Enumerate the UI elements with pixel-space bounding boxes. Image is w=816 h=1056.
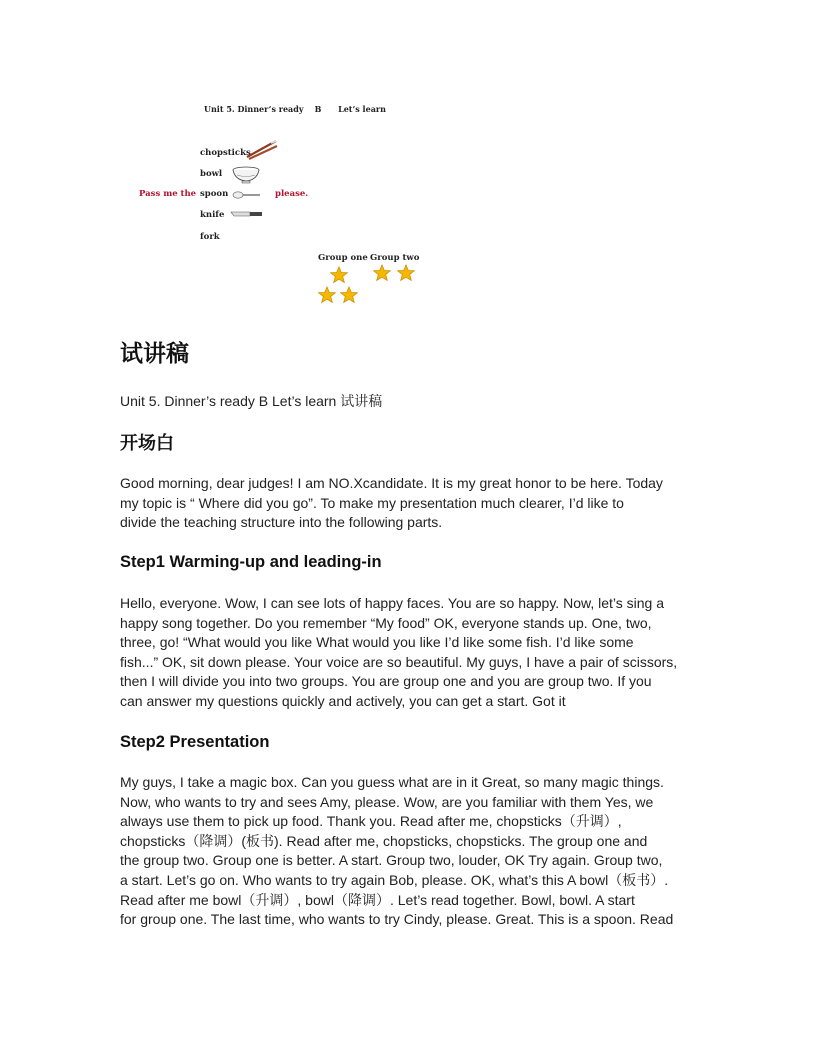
opening-paragraph (120, 474, 710, 533)
paragraph-line: for group one. The last time, who wants to try Cindy, please. Great. This is a spoon. Read (120, 911, 674, 928)
paragraph-line: always use them to pick up food. Thank you. Read after me, chopsticks（升调）, (120, 813, 622, 830)
group-one-label: Group one (318, 253, 368, 263)
step2-paragraph (120, 773, 710, 930)
bowl-picture (231, 165, 261, 185)
paragraph-line: Hello, everyone. Wow, I can see lots of happy faces. You are so happy. Now, let’s sing a (120, 595, 664, 611)
star-icon (373, 264, 391, 282)
star-icon (318, 286, 336, 304)
step1-heading: Step1 Warming-up and leading-in (120, 553, 382, 571)
paragraph-line: a start. Let’s go on. Who wants to try again Bob, please. OK, what’s this A bowl（板书）. (120, 871, 669, 888)
step1-paragraph (120, 594, 710, 712)
pass-me-the-label: Pass me the (139, 189, 197, 199)
paragraph-line: Read after me bowl（升调）, bowl（降调）. Let’s read together. Bowl, bowl. A start (120, 891, 635, 908)
paragraph-line: can answer my questions quickly and actively, you can get a start. Got it (120, 692, 566, 709)
lesson-board-diagram (0, 0, 816, 310)
star-icon (340, 286, 358, 304)
star-icon (330, 266, 348, 284)
vocab-knife: knife (200, 210, 225, 220)
group-two-label: Group two (370, 253, 420, 263)
paragraph-line: then I will divide you into two groups. You are group one and you are group two. If you (120, 673, 652, 690)
paragraph-line: happy song together. Do you remember “My food” OK, everyone stands up. One, two, (120, 614, 652, 631)
paragraph-line: the group two. Group one is better. A start. Group two, louder, OK Try again. Group two, (120, 852, 663, 869)
spoon-picture (232, 189, 262, 201)
vocab-chopsticks: chopsticks (200, 148, 251, 158)
board-title: Unit 5. Dinner’s ready B Let’s learn (204, 104, 386, 114)
paragraph-line: three, go! “What would you like What would you like I’d like some fish. I’d like some (120, 634, 634, 651)
paragraph-line: Now, who wants to try and sees Amy, please. Wow, are you familiar with them Yes, we (120, 793, 654, 810)
knife-picture (230, 208, 264, 220)
vocab-bowl: bowl (200, 169, 223, 179)
document-heading: 试讲稿 (120, 341, 189, 367)
paragraph-line: my topic is “ Where did you go”. To make my presentation much clearer, I’d like to (120, 494, 624, 511)
paragraph-line: My guys, I take a magic box. Can you guess what are in it Great, so many magic things. (120, 774, 664, 790)
star-icon (397, 264, 415, 282)
opening-heading: 开场白 (120, 433, 174, 454)
step2-heading: Step2 Presentation (120, 733, 270, 751)
vocab-spoon: spoon (200, 189, 229, 199)
chopsticks-picture (245, 137, 279, 161)
please-label: please. (275, 189, 309, 199)
paragraph-line: Good morning, dear judges! I am NO.Xcandidate. It is my great honor to be here. Today (120, 475, 663, 491)
paragraph-line: fish...” OK, sit down please. Your voice are so beautiful. My guys, I have a pair of scissors, (120, 653, 678, 670)
document-subtitle: Unit 5. Dinner’s ready B Let’s learn 试讲稿 (120, 393, 383, 409)
paragraph-line: divide the teaching structure into the following parts. (120, 514, 443, 531)
paragraph-line: chopsticks（降调）(板书). Read after me, chopsticks, chopsticks. The group one and (120, 832, 648, 849)
vocab-fork: fork (200, 232, 220, 242)
